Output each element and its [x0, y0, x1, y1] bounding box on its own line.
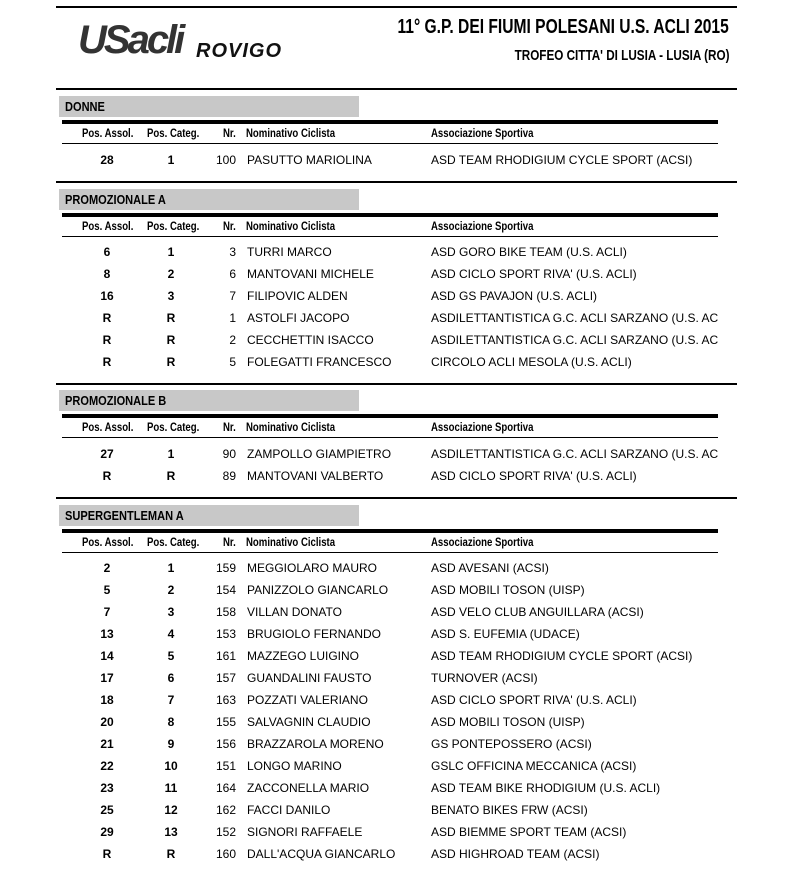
table-row: [56, 311, 737, 333]
rider-name-cell: MANTOVANI MICHELE: [247, 267, 374, 281]
rider-name-cell: CECCHETTIN ISACCO: [247, 333, 374, 347]
rider-name-cell: PASUTTO MARIOLINA: [247, 153, 372, 167]
city-label: ROVIGO: [196, 40, 283, 62]
association-cell: GSLC OFFICINA MECCANICA (ACSI): [431, 759, 637, 773]
pos-categ-cell: 7: [167, 693, 175, 707]
header-nr: Nr.: [223, 126, 236, 140]
pos-categ-cell: 11: [164, 781, 178, 795]
rider-name-cell: MEGGIOLARO MAURO: [247, 561, 378, 575]
logo-text: USacli: [78, 18, 183, 62]
table-row: [56, 715, 737, 737]
column-header-row: [56, 535, 737, 551]
table-row: [56, 803, 737, 825]
event-title: 11° G.P. DEI FIUMI POLESANI U.S. ACLI 2015: [397, 16, 729, 38]
table-row: [56, 469, 737, 491]
nr-cell: 151: [215, 759, 236, 773]
header-rule-thin: [62, 552, 718, 553]
header-associazione: Associazione Sportiva: [431, 535, 534, 549]
header-nr: Nr.: [223, 535, 236, 549]
pos-assol-cell: 20: [100, 715, 114, 729]
association-cell: ASD MOBILI TOSON (UISP): [431, 583, 585, 597]
pos-categ-cell: 5: [167, 649, 175, 663]
pos-assol-cell: 27: [100, 447, 114, 461]
pos-categ-cell: 8: [167, 715, 175, 729]
header-rule-thick: [62, 120, 718, 124]
association-cell: ASD CICLO SPORT RIVA' (U.S. ACLI): [431, 267, 637, 281]
rider-name-cell: DALL'ACQUA GIANCARLO: [247, 847, 396, 861]
rider-name-cell: MAZZEGO LUIGINO: [247, 649, 360, 663]
table-row: [56, 153, 737, 175]
top-rule: [56, 6, 737, 8]
association-cell: TURNOVER (ACSI): [431, 671, 538, 685]
pos-categ-cell: 6: [167, 671, 175, 685]
pos-categ-cell: 12: [164, 803, 178, 817]
category-bar: [59, 390, 359, 411]
pos-categ-cell: 1: [167, 153, 175, 167]
pos-categ-cell: 1: [167, 245, 175, 259]
pos-assol-cell: 18: [100, 693, 114, 707]
event-subtitle: TROFEO CITTA' DI LUSIA - LUSIA (RO): [514, 47, 729, 64]
association-cell: ASDILETTANTISTICA G.C. ACLI SARZANO (U.S. AC: [431, 447, 719, 461]
pos-categ-cell: 9: [167, 737, 175, 751]
pos-assol-cell: 28: [100, 153, 114, 167]
nr-cell: 157: [215, 671, 236, 685]
table-row: [56, 825, 737, 847]
pos-assol-cell: 2: [103, 561, 111, 575]
rider-name-cell: SALVAGNIN CLAUDIO: [247, 715, 371, 729]
table-row: [56, 759, 737, 781]
header-nr: Nr.: [223, 219, 236, 233]
rider-name-cell: FACCI DANILO: [247, 803, 331, 817]
rider-name-cell: VILLAN DONATO: [247, 605, 342, 619]
category-bar: [59, 96, 359, 117]
table-row: [56, 289, 737, 311]
pos-assol-cell: 13: [100, 627, 114, 641]
nr-cell: 1: [229, 311, 236, 325]
header-rule-thick: [62, 414, 718, 418]
nr-cell: 6: [229, 267, 236, 281]
rider-name-cell: ZACCONELLA MARIO: [247, 781, 370, 795]
association-cell: ASD VELO CLUB ANGUILLARA (ACSI): [431, 605, 644, 619]
association-cell: ASD HIGHROAD TEAM (ACSI): [431, 847, 600, 861]
pos-categ-cell: R: [166, 311, 176, 325]
pos-assol-cell: 23: [100, 781, 114, 795]
header-nr: Nr.: [223, 420, 236, 434]
pos-assol-cell: 22: [100, 759, 114, 773]
nr-cell: 7: [229, 289, 236, 303]
pos-categ-cell: 3: [167, 605, 175, 619]
nr-cell: 163: [215, 693, 236, 707]
table-row: [56, 447, 737, 469]
rider-name-cell: BRAZZAROLA MORENO: [247, 737, 384, 751]
table-row: [56, 627, 737, 649]
pos-categ-cell: R: [166, 333, 176, 347]
header-pos-assol: Pos. Assol.: [82, 420, 134, 434]
nr-cell: 2: [229, 333, 236, 347]
association-cell: ASD AVESANI (ACSI): [431, 561, 549, 575]
header-nominativo: Nominativo Ciclista: [246, 219, 336, 233]
association-cell: ASD TEAM RHODIGIUM CYCLE SPORT (ACSI): [431, 153, 693, 167]
header-nominativo: Nominativo Ciclista: [246, 535, 336, 549]
header-pos-assol: Pos. Assol.: [82, 535, 134, 549]
nr-cell: 158: [215, 605, 236, 619]
association-cell: BENATO BIKES FRW (ACSI): [431, 803, 588, 817]
rider-name-cell: POZZATI VALERIANO: [247, 693, 368, 707]
association-cell: CIRCOLO ACLI MESOLA (U.S. ACLI): [431, 355, 632, 369]
rider-name-cell: TURRI MARCO: [247, 245, 332, 259]
nr-cell: 152: [215, 825, 236, 839]
header-rule-thin: [62, 437, 718, 438]
association-cell: ASD CICLO SPORT RIVA' (U.S. ACLI): [431, 693, 637, 707]
category-title: DONNE: [65, 99, 105, 114]
association-cell: ASD GORO BIKE TEAM (U.S. ACLI): [431, 245, 627, 259]
header-associazione: Associazione Sportiva: [431, 126, 534, 140]
header-pos-categ: Pos. Categ.: [147, 219, 200, 233]
pos-categ-cell: 1: [167, 447, 175, 461]
association-cell: ASD TEAM RHODIGIUM CYCLE SPORT (ACSI): [431, 649, 693, 663]
pos-categ-cell: 2: [167, 267, 175, 281]
rider-name-cell: FILIPOVIC ALDEN: [247, 289, 348, 303]
table-row: [56, 649, 737, 671]
header-pos-assol: Pos. Assol.: [82, 219, 134, 233]
association-cell: GS PONTEPOSSERO (ACSI): [431, 737, 592, 751]
pos-categ-cell: R: [166, 355, 176, 369]
column-header-row: [56, 219, 737, 235]
association-cell: ASDILETTANTISTICA G.C. ACLI SARZANO (U.S. AC: [431, 333, 719, 347]
header-pos-categ: Pos. Categ.: [147, 535, 200, 549]
nr-cell: 153: [215, 627, 236, 641]
table-row: [56, 561, 737, 583]
category-title: PROMOZIONALE A: [65, 192, 166, 207]
header-pos-categ: Pos. Categ.: [147, 420, 200, 434]
section-divider: [56, 181, 737, 183]
header-associazione: Associazione Sportiva: [431, 219, 534, 233]
pos-assol-cell: R: [102, 469, 112, 483]
pos-categ-cell: 2: [167, 583, 175, 597]
table-row: [56, 693, 737, 715]
association-cell: ASD GS PAVAJON (U.S. ACLI): [431, 289, 598, 303]
nr-cell: 162: [215, 803, 236, 817]
association-cell: ASD S. EUFEMIA (UDACE): [431, 627, 580, 641]
pos-assol-cell: 17: [100, 671, 114, 685]
nr-cell: 100: [215, 153, 236, 167]
association-cell: ASD BIEMME SPORT TEAM (ACSI): [431, 825, 627, 839]
nr-cell: 154: [215, 583, 236, 597]
pos-assol-cell: R: [102, 355, 112, 369]
header-rule-thick: [62, 529, 718, 533]
category-bar: [59, 189, 359, 210]
pos-assol-cell: R: [102, 333, 112, 347]
category-title: SUPERGENTLEMAN A: [65, 508, 184, 523]
association-cell: ASD TEAM BIKE RHODIGIUM (U.S. ACLI): [431, 781, 661, 795]
pos-categ-cell: 3: [167, 289, 175, 303]
pos-assol-cell: 25: [100, 803, 114, 817]
table-row: [56, 605, 737, 627]
nr-cell: 164: [215, 781, 236, 795]
table-row: [56, 781, 737, 803]
header-nominativo: Nominativo Ciclista: [246, 420, 336, 434]
header-pos-categ: Pos. Categ.: [147, 126, 200, 140]
pos-assol-cell: 7: [103, 605, 111, 619]
header-rule-thick: [62, 213, 718, 217]
category-title: PROMOZIONALE B: [65, 393, 167, 408]
pos-categ-cell: 4: [167, 627, 175, 641]
pos-categ-cell: 13: [164, 825, 178, 839]
section-divider: [56, 497, 737, 499]
pos-categ-cell: R: [166, 847, 176, 861]
pos-assol-cell: 5: [103, 583, 111, 597]
table-row: [56, 583, 737, 605]
pos-assol-cell: 6: [103, 245, 111, 259]
category-bar: [59, 505, 359, 526]
header-nominativo: Nominativo Ciclista: [246, 126, 336, 140]
pos-assol-cell: 21: [100, 737, 114, 751]
table-row: [56, 737, 737, 759]
table-row: [56, 355, 737, 377]
table-row: [56, 671, 737, 693]
nr-cell: 155: [215, 715, 236, 729]
pos-categ-cell: 10: [164, 759, 178, 773]
table-row: [56, 267, 737, 289]
column-header-row: [56, 126, 737, 142]
pos-assol-cell: R: [102, 847, 112, 861]
association-cell: ASD CICLO SPORT RIVA' (U.S. ACLI): [431, 469, 637, 483]
section-divider: [56, 383, 737, 385]
rider-name-cell: SIGNORI RAFFAELE: [247, 825, 363, 839]
nr-cell: 89: [222, 469, 236, 483]
usacli-logo: [78, 14, 182, 60]
header-rule-thin: [62, 236, 718, 237]
pos-categ-cell: 1: [167, 561, 175, 575]
nr-cell: 156: [215, 737, 236, 751]
rider-name-cell: GUANDALINI FAUSTO: [247, 671, 372, 685]
rider-name-cell: ZAMPOLLO GIAMPIETRO: [247, 447, 392, 461]
table-row: [56, 333, 737, 355]
pos-assol-cell: R: [102, 311, 112, 325]
nr-cell: 3: [229, 245, 236, 259]
pos-assol-cell: 8: [103, 267, 111, 281]
rider-name-cell: PANIZZOLO GIANCARLO: [247, 583, 389, 597]
pos-categ-cell: R: [166, 469, 176, 483]
pos-assol-cell: 14: [100, 649, 114, 663]
association-cell: ASDILETTANTISTICA G.C. ACLI SARZANO (U.S. AC: [431, 311, 719, 325]
rider-name-cell: BRUGIOLO FERNANDO: [247, 627, 382, 641]
rider-name-cell: FOLEGATTI FRANCESCO: [247, 355, 392, 369]
header-rule: [56, 88, 737, 90]
table-row: [56, 245, 737, 267]
pos-assol-cell: 29: [100, 825, 114, 839]
nr-cell: 5: [229, 355, 236, 369]
association-cell: ASD MOBILI TOSON (UISP): [431, 715, 585, 729]
nr-cell: 160: [215, 847, 236, 861]
nr-cell: 161: [215, 649, 236, 663]
rider-name-cell: ASTOLFI JACOPO: [247, 311, 350, 325]
rider-name-cell: LONGO MARINO: [247, 759, 342, 773]
pos-assol-cell: 16: [100, 289, 114, 303]
header-pos-assol: Pos. Assol.: [82, 126, 134, 140]
table-row: [56, 847, 737, 869]
rider-name-cell: MANTOVANI VALBERTO: [247, 469, 384, 483]
nr-cell: 159: [215, 561, 236, 575]
column-header-row: [56, 420, 737, 436]
nr-cell: 90: [222, 447, 236, 461]
header-rule-thin: [62, 143, 718, 144]
header-associazione: Associazione Sportiva: [431, 420, 534, 434]
